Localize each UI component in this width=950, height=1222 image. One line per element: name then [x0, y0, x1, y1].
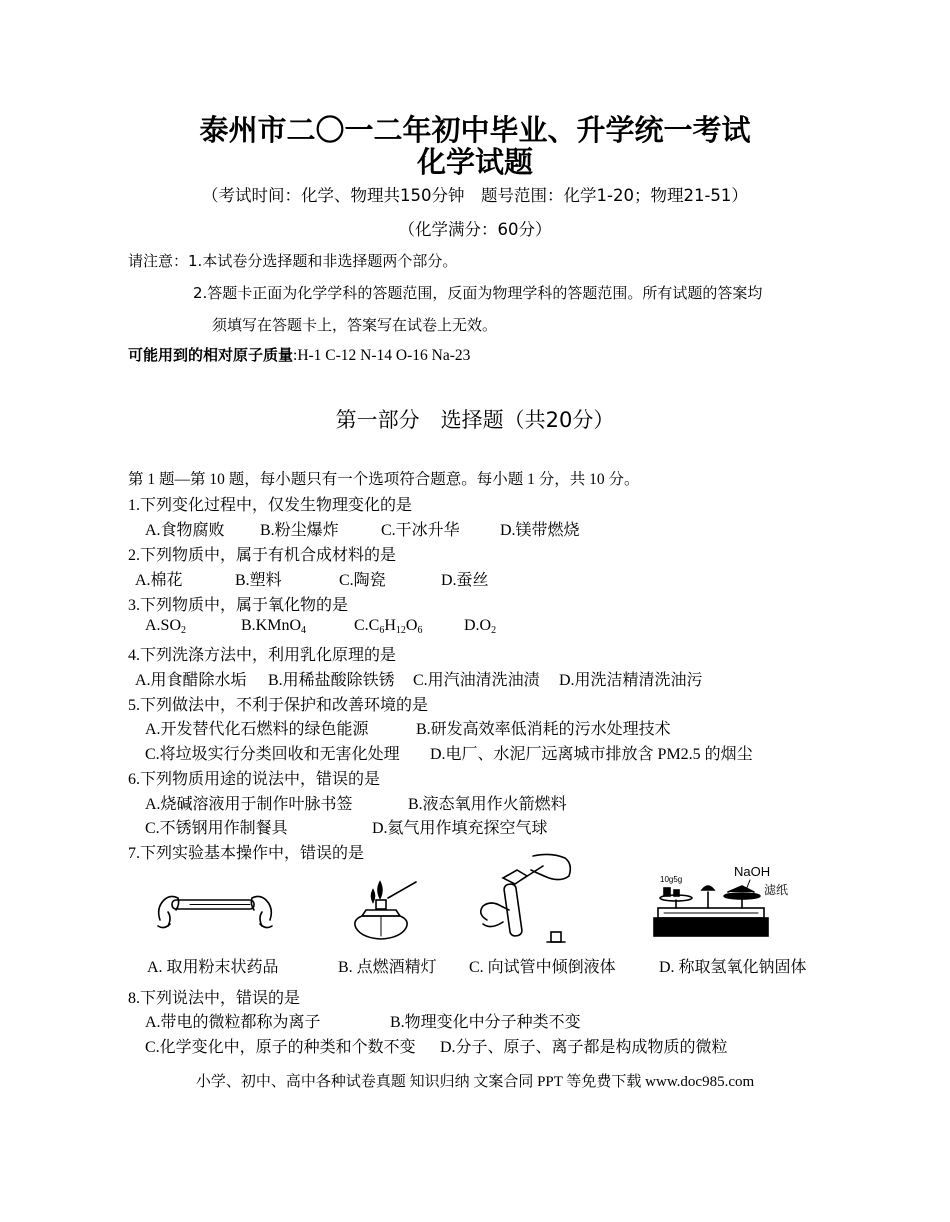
section-title: 第一部分 选择题（共20分） — [335, 408, 615, 432]
q3-option-c: $C.C_6H_{12}O_6$ — [354, 617, 423, 636]
figure-powder-spoon — [150, 880, 280, 938]
atomic-mass-line — [128, 344, 470, 365]
q1-option-a: A.食物腐败 — [145, 522, 225, 539]
figure-pouring-liquid — [473, 850, 583, 948]
q6-option-b: B.液态氧用作火箭燃料 — [408, 796, 567, 813]
q4-option-d: D.用洗洁精清洗油污 — [559, 672, 703, 689]
q5-option-b: B.研发高效率低消耗的污水处理技术 — [416, 721, 671, 738]
q7-option-a: A. 取用粉末状药品 — [147, 959, 279, 976]
figure-naoh-label: NaOH — [734, 864, 771, 879]
exam-title: 泰州市二〇一二年初中毕业、升学统一考试 — [199, 115, 751, 147]
q7-option-d: D. 称取氢氧化钠固体 — [659, 959, 807, 976]
q7-stem: 7.下列实验基本操作中，错误的是 — [128, 845, 365, 862]
exam-info: （考试时间：化学、物理共150分钟 题号范围：化学1-20；物理21-51） — [202, 186, 748, 205]
q1-option-d: D.镁带燃烧 — [500, 522, 580, 539]
q2-option-c: C.陶瓷 — [339, 572, 386, 589]
section-instruction: 第 1 题—第 10 题，每小题只有一个选项符合题意。每小题 1 分，共 10 分。 — [128, 471, 640, 488]
q3-option-a: $A.SO_2$ — [145, 617, 187, 636]
score-info: （化学满分：60分） — [398, 220, 552, 239]
atomic-mass-values: :H-1 C-12 N-14 O-16 Na-23 — [293, 347, 471, 364]
q3-stem: 3.下列物质中，属于氧化物的是 — [128, 597, 349, 614]
q6-stem: 6.下列物质用途的说法中，错误的是 — [128, 771, 381, 788]
q3-option-b: B.KMnO$_4$ — [241, 617, 307, 636]
page-footer: 小学、初中、高中各种试卷真题 知识归纳 文案合同 PPT 等免费下载 www.doc985.com — [195, 1074, 755, 1090]
q3-option-d: $D.O_2$ — [464, 617, 497, 636]
q8-option-a: A.带电的微粒都称为离子 — [145, 1014, 321, 1031]
figure-alcohol-lamp — [340, 876, 420, 944]
q4-option-a: A.用食醋除水垢 — [135, 672, 247, 689]
q7-option-b: B. 点燃酒精灯 — [338, 959, 437, 976]
exam-subtitle: 化学试题 — [416, 147, 533, 179]
q4-option-c: C.用汽油清洗油渍 — [413, 672, 540, 689]
q5-stem: 5.下列做法中，不利于保护和改善环境的是 — [128, 697, 429, 714]
q6-option-a: A.烧碱溶液用于制作叶脉书签 — [145, 796, 353, 813]
figure-paper-label: 滤纸 — [764, 883, 789, 897]
q8-option-c: C.化学变化中，原子的种类和个数不变 — [145, 1039, 416, 1056]
figure-balance-naoh — [650, 862, 810, 944]
q5-option-c: C.将垃圾实行分类回收和无害化处理 — [145, 746, 400, 763]
q4-option-b: B.用稀盐酸除铁锈 — [268, 672, 395, 689]
q2-stem: 2.下列物质中，属于有机合成材料的是 — [128, 547, 397, 564]
q6-option-c: C.不锈钢用作制餐具 — [145, 820, 288, 837]
q8-stem: 8.下列说法中，错误的是 — [128, 990, 301, 1007]
atomic-mass-label: 可能用到的相对原子质量 — [128, 346, 294, 364]
q7-option-c: C. 向试管中倾倒液体 — [469, 959, 616, 976]
notes-prefix: 请注意： — [128, 252, 189, 270]
note-2-line-1: 2.答题卡正面为化学学科的答题范围，反面为物理学科的答题范围。所有试题的答案均 — [193, 284, 763, 302]
q5-option-d: D.电厂、水泥厂远离城市排放含 PM2.5 的烟尘 — [430, 746, 753, 763]
q8-option-d: D.分子、原子、离子都是构成物质的微粒 — [440, 1039, 728, 1056]
q1-stem: 1.下列变化过程中，仅发生物理变化的是 — [128, 497, 413, 514]
note-2-line-2: 须填写在答题卡上，答案写在试卷上无效。 — [212, 316, 498, 334]
notes-line-1 — [128, 250, 457, 271]
q2-option-a: A.棉花 — [135, 572, 183, 589]
q8-option-b: B.物理变化中分子种类不变 — [390, 1014, 581, 1031]
q1-option-c: C.干冰升华 — [381, 522, 460, 539]
figure-weight-label: 10g5g — [660, 875, 683, 884]
q2-option-d: D.蚕丝 — [441, 572, 489, 589]
q4-stem: 4.下列洗涤方法中，利用乳化原理的是 — [128, 647, 397, 664]
q2-option-b: B.塑料 — [235, 572, 282, 589]
q5-option-a: A.开发替代化石燃料的绿色能源 — [145, 721, 369, 738]
q1-option-b: B.粉尘爆炸 — [260, 522, 339, 539]
q6-option-d: D.氦气用作填充探空气球 — [372, 820, 548, 837]
note-1: 1.本试卷分选择题和非选择题两个部分。 — [188, 252, 458, 270]
